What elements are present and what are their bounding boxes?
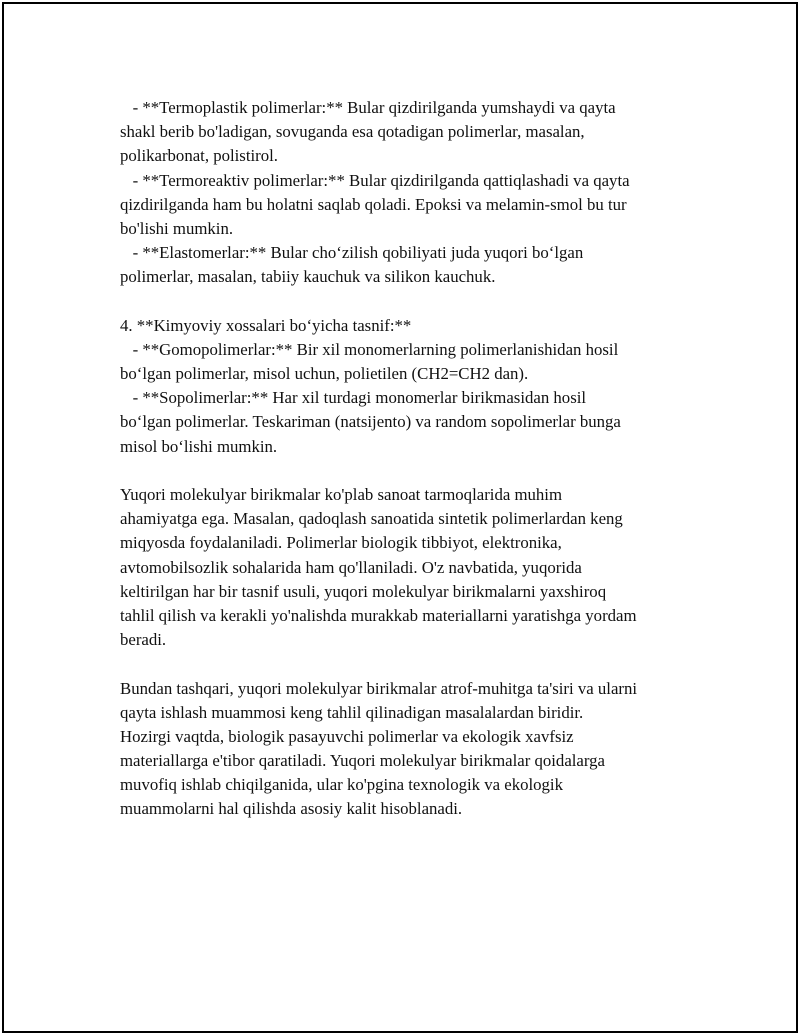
text-line: keltirilgan har bir tasnif usuli, yuqori molekulyar birikmalarni yaxshiroq (120, 581, 607, 601)
paragraph-spacer (120, 290, 700, 314)
document-page (2, 2, 798, 1033)
text-line: bo‘lgan polimerlar. Teskariman (natsijento) va random sopolimerlar bunga (120, 412, 621, 432)
section-heading: 4. **Kimyoviy xossalari bo‘yicha tasnif:** (120, 315, 412, 335)
document-body (120, 96, 700, 822)
text-line: muammolarni hal qilishda asosiy kalit hisoblanadi. (120, 799, 463, 819)
text-line: Yuqori molekulyar birikmalar ko'plab sanoat tarmoqlarida muhim (120, 485, 563, 504)
paragraph-environment (120, 677, 700, 822)
text-line: bo‘lgan polimerlar, misol uchun, polietilen (CH2=CH2 dan). (120, 364, 529, 384)
text-line: avtomobilsozlik sohalarida ham qo'llaniladi. O'z navbatida, yuqorida (120, 557, 582, 577)
polymer-types-list (120, 96, 700, 290)
paragraph-spacer (120, 459, 700, 483)
text-line: shakl berib bo'ladigan, sovuganda esa qotadigan polimerlar, masalan, (120, 122, 585, 142)
text-line: beradi. (120, 630, 167, 650)
text-line: polikarbonat, polistirol. (120, 146, 279, 166)
text-line: - **Termoreaktiv polimerlar:** Bular qizdirilganda qattiqlashadi va qayta (120, 170, 630, 190)
text-line: tahlil qilish va kerakli yo'nalishda murakkab materiallarni yaratishga yordam (120, 605, 637, 625)
text-line: qayta ishlash muammosi keng tahlil qilinadigan masalalardan biridir. (120, 702, 584, 722)
chemical-classification-list (120, 314, 700, 459)
text-line: Bundan tashqari, yuqori molekulyar birikmalar atrof-muhitga ta'siri va ularni (120, 678, 638, 698)
paragraph-spacer (120, 652, 700, 676)
text-line: muvofiq ishlab chiqilganida, ular ko'pgina texnologik va ekologik (120, 775, 563, 795)
text-line: - **Gomopolimerlar:** Bir xil monomerlarning polimerlanishidan hosil (120, 339, 619, 359)
text-line: materiallarga e'tibor qaratiladi. Yuqori molekulyar birikmalar qoidalarga (120, 751, 605, 771)
text-line: misol bo‘lishi mumkin. (120, 436, 278, 456)
text-line: Hozirgi vaqtda, biologik pasayuvchi polimerlar va ekologik xavfsiz (120, 726, 574, 746)
text-line: qizdirilganda ham bu holatni saqlab qoladi. Epoksi va melamin-smol bu tur (120, 194, 627, 214)
text-line: polimerlar, masalan, tabiiy kauchuk va silikon kauchuk. (120, 267, 496, 287)
text-line: - **Elastomerlar:** Bular cho‘zilish qobiliyati juda yuqori bo‘lgan (120, 243, 584, 263)
paragraph-industry (120, 483, 700, 652)
text-line: miqyosda foydalaniladi. Polimerlar biologik tibbiyot, elektronika, (120, 533, 562, 553)
text-line: - **Termoplastik polimerlar:** Bular qizdirilganda yumshaydi va qayta (120, 98, 616, 117)
text-line: - **Sopolimerlar:** Har xil turdagi monomerlar birikmasidan hosil (120, 388, 587, 408)
text-line: bo'lishi mumkin. (120, 218, 234, 238)
text-line: ahamiyatga ega. Masalan, qadoqlash sanoatida sintetik polimerlardan keng (120, 509, 623, 529)
